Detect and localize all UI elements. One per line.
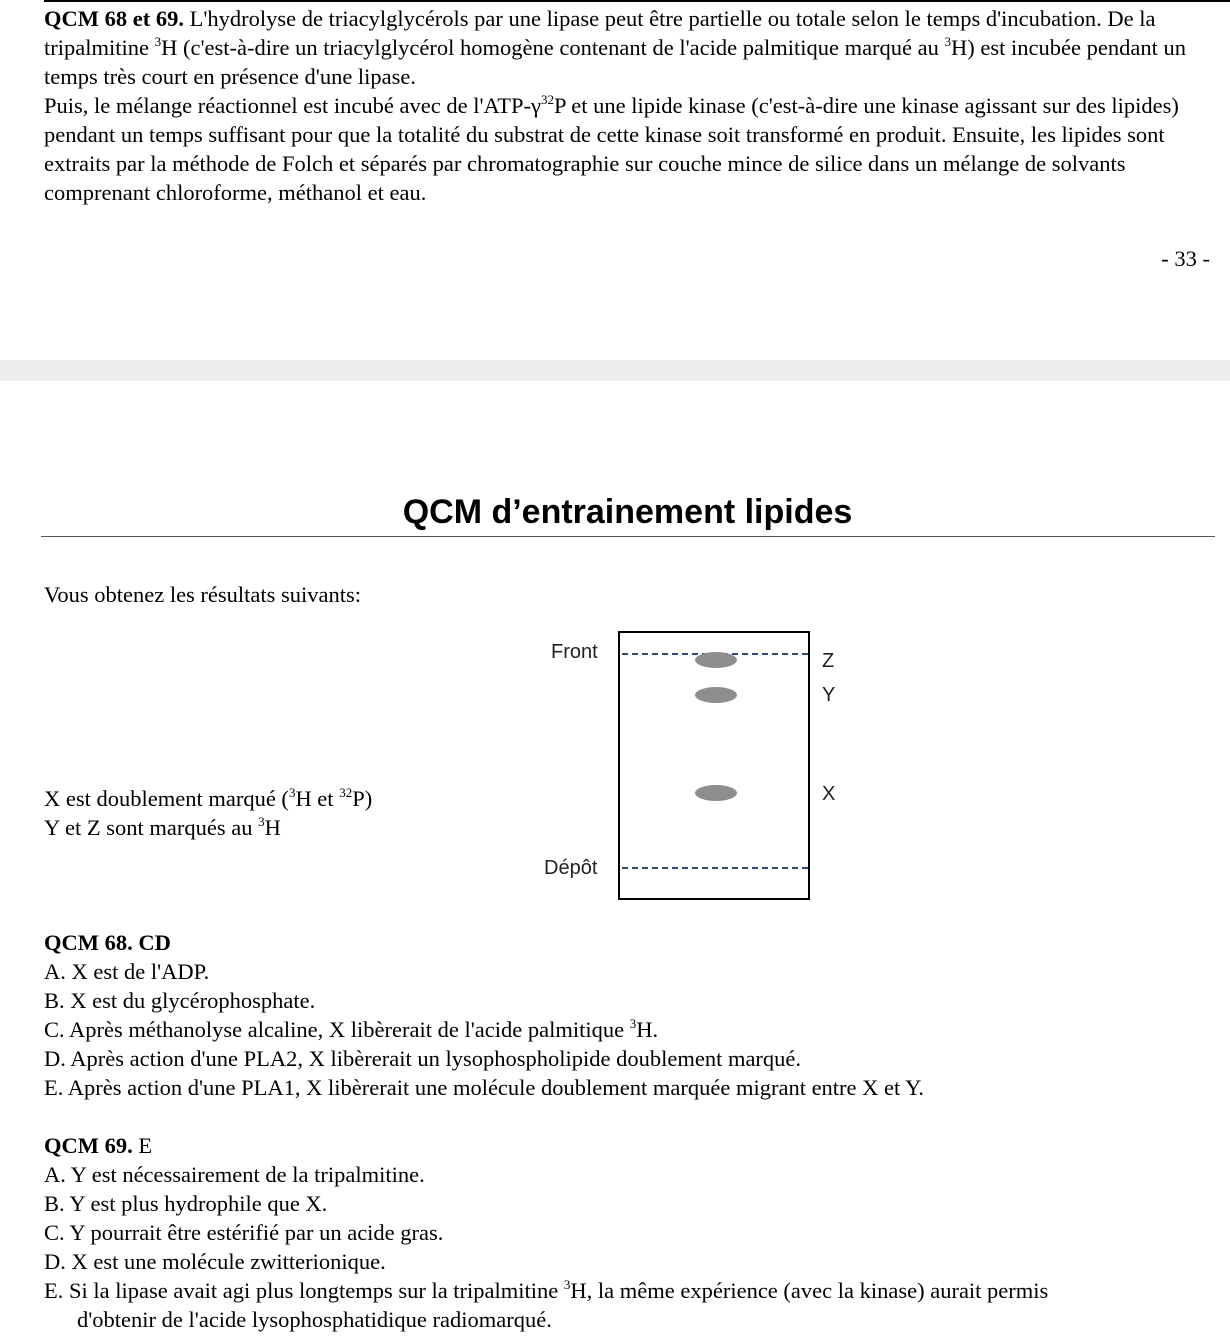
page-separator (0, 360, 1230, 381)
intro-text-3: H) est incubée pendant un temps très court en présence d'une lipase. (44, 35, 1186, 89)
intro-heading: QCM 68 et 69. (44, 6, 184, 31)
legend-yz-text: Y et Z sont marqués au (44, 815, 259, 840)
qcm69-option-b: B. Y est plus hydrophile que X. (44, 1191, 328, 1216)
top-rule (44, 0, 1230, 2)
legend-sup-3: 3 (288, 785, 296, 800)
qcm69-label: QCM 69. (44, 1133, 133, 1158)
qcm68-option-b: B. X est du glycérophosphate. (44, 988, 316, 1013)
qcm69-heading (44, 1131, 152, 1160)
qcm69-option-e-sup: 3 (563, 1277, 571, 1292)
legend-yz (44, 813, 281, 842)
depot-label: Dépôt (544, 857, 598, 879)
qcm69-option-d: D. X est une molécule zwitterionique. (44, 1249, 386, 1274)
spot-label-x: X (822, 783, 836, 805)
qcm69-option-e-continued: d'obtenir de l'acide lysophosphatidique radiomarqué. (77, 1307, 552, 1332)
intro-sup-3b: 3 (944, 34, 952, 49)
results-intro: Vous obtenez les résultats suivants: (44, 582, 362, 607)
legend-sup-32: 32 (339, 785, 353, 800)
qcm69-option-a: A. Y est nécessairement de la tripalmitine. (44, 1162, 425, 1187)
qcm69-option-e-text: E. Si la lipase avait agi plus longtemps sur la tripalmitine (44, 1278, 564, 1303)
spot-label-y: Y (822, 684, 836, 706)
spot-y (695, 687, 737, 703)
qcm68-option-c (44, 1015, 658, 1044)
qcm69-option-e-end: H, la même expérience (avec la kinase) aurait permis (570, 1278, 1049, 1303)
qcm68-option-e: E. Après action d'une PLA1, X libèrerait une molécule doublement marquée migrant entre X et Y. (44, 1075, 925, 1100)
intro-sup-32: 32 (540, 92, 554, 107)
spot-x (695, 785, 737, 801)
legend-yz-end: H (264, 815, 281, 840)
legend-x-text-3: P) (352, 786, 373, 811)
qcm68-option-d: D. Après action d'une PLA2, X libèrerait un lysophospholipide doublement marqué. (44, 1046, 802, 1071)
legend-x-text-2: H et (295, 786, 340, 811)
legend-x (44, 784, 372, 813)
legend-yz-sup: 3 (258, 814, 265, 829)
qcm68-option-c-text: C. Après méthanolyse alcaline, X libèrerait de l'acide palmitique (44, 1017, 630, 1042)
title-underline (41, 536, 1215, 537)
spot-z (695, 652, 737, 668)
spot-label-z: Z (822, 650, 835, 672)
section-title: QCM d’entrainement lipides (402, 493, 853, 531)
qcm68-option-a: A. X est de l'ADP. (44, 959, 210, 984)
intro-text-2: H (c'est-à-dire un triacylglycérol homogène contenant de l'acide palmitique marqué au (161, 35, 945, 60)
intro-text-4: Puis, le mélange réactionnel est incubé avec de l'ATP-γ (44, 93, 541, 118)
tlc-plate (618, 631, 810, 900)
intro-paragraph-2 (44, 91, 1230, 207)
qcm69-option-e (44, 1276, 1048, 1305)
qcm69-option-c: C. Y pourrait être estérifié par un acide gras. (44, 1220, 444, 1245)
page-number: - 33 - (1161, 246, 1210, 271)
qcm68-option-c-end: H. (636, 1017, 659, 1042)
intro-sup-3: 3 (154, 34, 162, 49)
qcm68-option-c-sup: 3 (629, 1016, 637, 1031)
intro-text-1: L'hydrolyse de triacylglycérols par une lipase peut être partielle ou totale selon le temps d'incubation. De la tripalmitine (44, 6, 1156, 60)
qcm68-heading: QCM 68. CD (44, 930, 171, 955)
depot-line (622, 867, 808, 869)
intro-text-5: P et une lipide kinase (c'est-à-dire une kinase agissant sur des lipides) pendant un temps suffisant pour que la totalité du substrat de cette kinase soit transformé en produit. Ensuite, les lipides sont extraits par la méthode de Folch et séparés par chromatographie sur couche mince de silice dans un mélange de solvants comprenant chloroforme, méthanol et eau. (44, 93, 1179, 205)
front-label: Front (551, 641, 598, 663)
qcm69-answer: E (132, 1133, 153, 1158)
legend-x-text-1: X est doublement marqué ( (44, 786, 289, 811)
intro-paragraph (44, 4, 1230, 91)
